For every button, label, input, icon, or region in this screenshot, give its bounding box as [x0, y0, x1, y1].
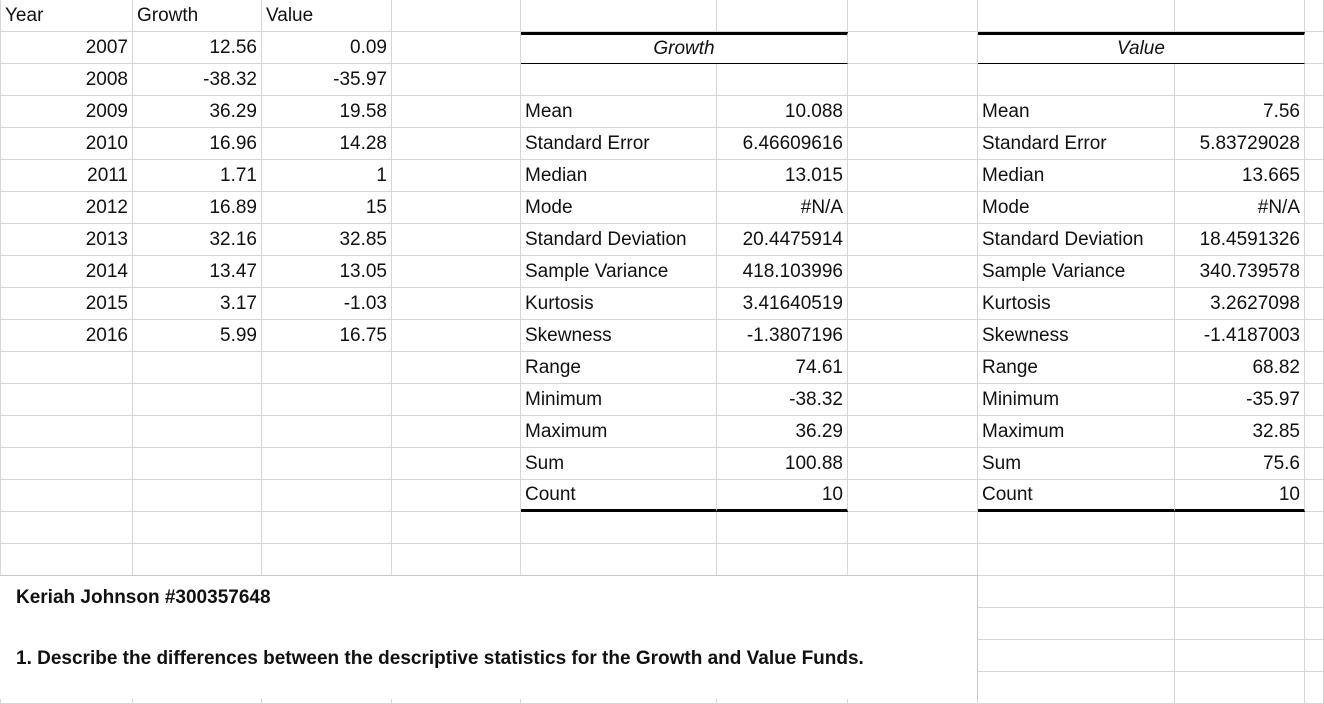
growth-cell[interactable]: 32.16	[133, 224, 262, 256]
stat-value[interactable]: -38.32	[717, 384, 848, 416]
growth-cell[interactable]: 1.71	[133, 160, 262, 192]
value-cell[interactable]: -1.03	[262, 288, 392, 320]
value-cell[interactable]: 0.09	[262, 32, 392, 64]
blank-cell[interactable]	[978, 0, 1175, 32]
stat-value[interactable]: 32.85	[1175, 416, 1305, 448]
blank-cell[interactable]	[717, 64, 848, 96]
year-cell[interactable]: 2010	[0, 128, 133, 160]
blank-cell[interactable]	[392, 512, 521, 544]
blank-cell[interactable]	[848, 544, 978, 576]
blank-cell[interactable]	[848, 192, 978, 224]
year-cell[interactable]: 2016	[0, 320, 133, 352]
blank-cell[interactable]	[1305, 640, 1324, 672]
col-header-growth[interactable]: Growth	[133, 0, 262, 32]
text-box[interactable]	[0, 575, 978, 699]
blank-cell[interactable]	[392, 288, 521, 320]
stat-label[interactable]: Standard Error	[521, 128, 717, 160]
col-header-year[interactable]: Year	[0, 0, 133, 32]
stat-label[interactable]: Minimum	[521, 384, 717, 416]
blank-cell[interactable]	[0, 352, 133, 384]
stat-label[interactable]: Mean	[978, 96, 1175, 128]
blank-cell[interactable]	[133, 448, 262, 480]
blank-cell[interactable]	[0, 480, 133, 512]
author-line: Keriah Johnson #300357648	[16, 587, 271, 608]
blank-cell[interactable]	[978, 512, 1175, 544]
blank-cell[interactable]	[848, 384, 978, 416]
year-cell[interactable]: 2013	[0, 224, 133, 256]
blank-cell[interactable]	[392, 416, 521, 448]
growth-stats-title[interactable]: Growth	[521, 32, 848, 64]
blank-cell[interactable]	[1175, 0, 1305, 32]
blank-cell[interactable]	[848, 96, 978, 128]
blank-cell[interactable]	[392, 160, 521, 192]
blank-cell[interactable]	[0, 512, 133, 544]
value-cell[interactable]: 19.58	[262, 96, 392, 128]
stat-value[interactable]: 7.56	[1175, 96, 1305, 128]
blank-cell[interactable]	[1305, 256, 1324, 288]
blank-cell[interactable]	[262, 352, 392, 384]
blank-cell[interactable]	[848, 160, 978, 192]
growth-cell[interactable]: 5.99	[133, 320, 262, 352]
stat-value[interactable]: 10	[717, 480, 848, 512]
blank-cell[interactable]	[717, 512, 848, 544]
value-cell[interactable]: 32.85	[262, 224, 392, 256]
blank-cell[interactable]	[848, 480, 978, 512]
growth-cell[interactable]: 36.29	[133, 96, 262, 128]
blank-cell[interactable]	[392, 544, 521, 576]
stat-label[interactable]: Kurtosis	[978, 288, 1175, 320]
blank-cell[interactable]	[262, 416, 392, 448]
blank-cell[interactable]	[717, 544, 848, 576]
stat-label[interactable]: Median	[521, 160, 717, 192]
blank-cell[interactable]	[848, 448, 978, 480]
blank-cell[interactable]	[392, 384, 521, 416]
blank-cell[interactable]	[392, 320, 521, 352]
blank-cell[interactable]	[848, 32, 978, 64]
stat-label[interactable]: Standard Error	[978, 128, 1175, 160]
blank-cell[interactable]	[262, 448, 392, 480]
blank-cell[interactable]	[1175, 672, 1305, 704]
blank-cell[interactable]	[262, 384, 392, 416]
blank-cell[interactable]	[133, 544, 262, 576]
value-cell[interactable]: 13.05	[262, 256, 392, 288]
growth-cell[interactable]: 13.47	[133, 256, 262, 288]
stat-label[interactable]: Mode	[521, 192, 717, 224]
blank-cell[interactable]	[0, 384, 133, 416]
value-cell[interactable]: 14.28	[262, 128, 392, 160]
blank-cell[interactable]	[133, 384, 262, 416]
blank-cell[interactable]	[978, 608, 1175, 640]
growth-cell[interactable]: 12.56	[133, 32, 262, 64]
blank-cell[interactable]	[392, 64, 521, 96]
stat-value[interactable]: 100.88	[717, 448, 848, 480]
blank-cell[interactable]	[978, 576, 1175, 608]
blank-cell[interactable]	[1305, 576, 1324, 608]
blank-cell[interactable]	[1305, 160, 1324, 192]
stat-value[interactable]: 75.6	[1175, 448, 1305, 480]
blank-cell[interactable]	[133, 480, 262, 512]
col-header-value[interactable]: Value	[262, 0, 392, 32]
stat-label[interactable]: Kurtosis	[521, 288, 717, 320]
stat-label[interactable]: Range	[521, 352, 717, 384]
stat-label[interactable]: Maximum	[521, 416, 717, 448]
stat-value[interactable]: -1.3807196	[717, 320, 848, 352]
blank-cell[interactable]	[521, 544, 717, 576]
value-cell[interactable]: 16.75	[262, 320, 392, 352]
blank-cell[interactable]	[978, 64, 1175, 96]
blank-cell[interactable]	[1175, 576, 1305, 608]
stat-label[interactable]: Sum	[521, 448, 717, 480]
stat-value[interactable]: 13.665	[1175, 160, 1305, 192]
blank-cell[interactable]	[848, 512, 978, 544]
blank-cell[interactable]	[1305, 96, 1324, 128]
blank-cell[interactable]	[1305, 192, 1324, 224]
blank-cell[interactable]	[848, 0, 978, 32]
blank-cell[interactable]	[1305, 480, 1324, 512]
blank-cell[interactable]	[392, 96, 521, 128]
blank-cell[interactable]	[848, 320, 978, 352]
blank-cell[interactable]	[978, 544, 1175, 576]
blank-cell[interactable]	[521, 64, 717, 96]
stat-value[interactable]: 10.088	[717, 96, 848, 128]
stat-value[interactable]: 20.4475914	[717, 224, 848, 256]
growth-cell[interactable]: 3.17	[133, 288, 262, 320]
blank-cell[interactable]	[521, 512, 717, 544]
year-cell[interactable]: 2014	[0, 256, 133, 288]
stat-label[interactable]: Median	[978, 160, 1175, 192]
stat-label[interactable]: Sum	[978, 448, 1175, 480]
blank-cell[interactable]	[848, 224, 978, 256]
blank-cell[interactable]	[1305, 288, 1324, 320]
blank-cell[interactable]	[848, 352, 978, 384]
blank-cell[interactable]	[1305, 352, 1324, 384]
stat-value[interactable]: 418.103996	[717, 256, 848, 288]
blank-cell[interactable]	[392, 32, 521, 64]
blank-cell[interactable]	[848, 288, 978, 320]
stat-value[interactable]: 3.41640519	[717, 288, 848, 320]
year-cell[interactable]: 2007	[0, 32, 133, 64]
value-stats-title[interactable]: Value	[978, 32, 1305, 64]
blank-cell[interactable]	[1305, 384, 1324, 416]
blank-cell[interactable]	[848, 128, 978, 160]
blank-cell[interactable]	[392, 224, 521, 256]
stat-label[interactable]: Count	[521, 480, 717, 512]
year-cell[interactable]: 2012	[0, 192, 133, 224]
stat-value[interactable]: #N/A	[1175, 192, 1305, 224]
stat-value[interactable]: 36.29	[717, 416, 848, 448]
blank-cell[interactable]	[1175, 544, 1305, 576]
blank-cell[interactable]	[1305, 544, 1324, 576]
stat-label[interactable]: Mode	[978, 192, 1175, 224]
blank-cell[interactable]	[133, 416, 262, 448]
stat-value[interactable]: 6.46609616	[717, 128, 848, 160]
blank-cell[interactable]	[392, 448, 521, 480]
blank-cell[interactable]	[978, 672, 1175, 704]
stat-value[interactable]: 3.2627098	[1175, 288, 1305, 320]
stat-label[interactable]: Standard Deviation	[521, 224, 717, 256]
blank-cell[interactable]	[1305, 32, 1324, 64]
year-cell[interactable]: 2009	[0, 96, 133, 128]
value-cell[interactable]: 15	[262, 192, 392, 224]
blank-cell[interactable]	[392, 0, 521, 32]
year-cell[interactable]: 2011	[0, 160, 133, 192]
stat-value[interactable]: -1.4187003	[1175, 320, 1305, 352]
growth-cell[interactable]: 16.89	[133, 192, 262, 224]
blank-cell[interactable]	[1175, 64, 1305, 96]
blank-cell[interactable]	[1305, 608, 1324, 640]
value-cell[interactable]: -35.97	[262, 64, 392, 96]
blank-cell[interactable]	[392, 192, 521, 224]
stat-label[interactable]: Skewness	[978, 320, 1175, 352]
blank-cell[interactable]	[1305, 672, 1324, 704]
blank-cell[interactable]	[1305, 128, 1324, 160]
blank-cell[interactable]	[1305, 224, 1324, 256]
blank-cell[interactable]	[1305, 320, 1324, 352]
blank-cell[interactable]	[392, 256, 521, 288]
stat-value[interactable]: 340.739578	[1175, 256, 1305, 288]
blank-cell[interactable]	[133, 352, 262, 384]
stat-label[interactable]: Maximum	[978, 416, 1175, 448]
blank-cell[interactable]	[1175, 608, 1305, 640]
question-line: 1. Describe the differences between the descriptive statistics for the Growth and Value Funds.	[16, 648, 864, 669]
stat-value[interactable]: 68.82	[1175, 352, 1305, 384]
blank-cell[interactable]	[0, 544, 133, 576]
year-cell[interactable]: 2015	[0, 288, 133, 320]
stat-label[interactable]: Sample Variance	[978, 256, 1175, 288]
stat-value[interactable]: 13.015	[717, 160, 848, 192]
blank-cell[interactable]	[133, 512, 262, 544]
blank-cell[interactable]	[848, 64, 978, 96]
blank-cell[interactable]	[392, 352, 521, 384]
stat-label[interactable]: Standard Deviation	[978, 224, 1175, 256]
stat-label[interactable]: Range	[978, 352, 1175, 384]
year-cell[interactable]: 2008	[0, 64, 133, 96]
blank-cell[interactable]	[1175, 512, 1305, 544]
blank-cell[interactable]	[848, 256, 978, 288]
stat-value[interactable]: #N/A	[717, 192, 848, 224]
blank-cell[interactable]	[0, 448, 133, 480]
growth-cell[interactable]: 16.96	[133, 128, 262, 160]
stat-value[interactable]: 74.61	[717, 352, 848, 384]
blank-cell[interactable]	[521, 0, 717, 32]
stat-label[interactable]: Minimum	[978, 384, 1175, 416]
blank-cell[interactable]	[1175, 640, 1305, 672]
blank-cell[interactable]	[848, 416, 978, 448]
blank-cell[interactable]	[392, 480, 521, 512]
blank-cell[interactable]	[392, 128, 521, 160]
blank-cell[interactable]	[262, 512, 392, 544]
blank-cell[interactable]	[717, 0, 848, 32]
blank-cell[interactable]	[0, 416, 133, 448]
blank-cell[interactable]	[1305, 512, 1324, 544]
blank-cell[interactable]	[978, 640, 1175, 672]
growth-cell[interactable]: -38.32	[133, 64, 262, 96]
blank-cell[interactable]	[1305, 0, 1324, 32]
blank-cell[interactable]	[262, 480, 392, 512]
stat-label[interactable]: Mean	[521, 96, 717, 128]
blank-cell[interactable]	[262, 544, 392, 576]
value-cell[interactable]: 1	[262, 160, 392, 192]
stat-value[interactable]: 5.83729028	[1175, 128, 1305, 160]
blank-cell[interactable]	[1305, 448, 1324, 480]
stat-value[interactable]: 10	[1175, 480, 1305, 512]
stat-label[interactable]: Count	[978, 480, 1175, 512]
stat-label[interactable]: Skewness	[521, 320, 717, 352]
blank-cell[interactable]	[1305, 416, 1324, 448]
stat-value[interactable]: -35.97	[1175, 384, 1305, 416]
stat-label[interactable]: Sample Variance	[521, 256, 717, 288]
stat-value[interactable]: 18.4591326	[1175, 224, 1305, 256]
blank-cell[interactable]	[1305, 64, 1324, 96]
